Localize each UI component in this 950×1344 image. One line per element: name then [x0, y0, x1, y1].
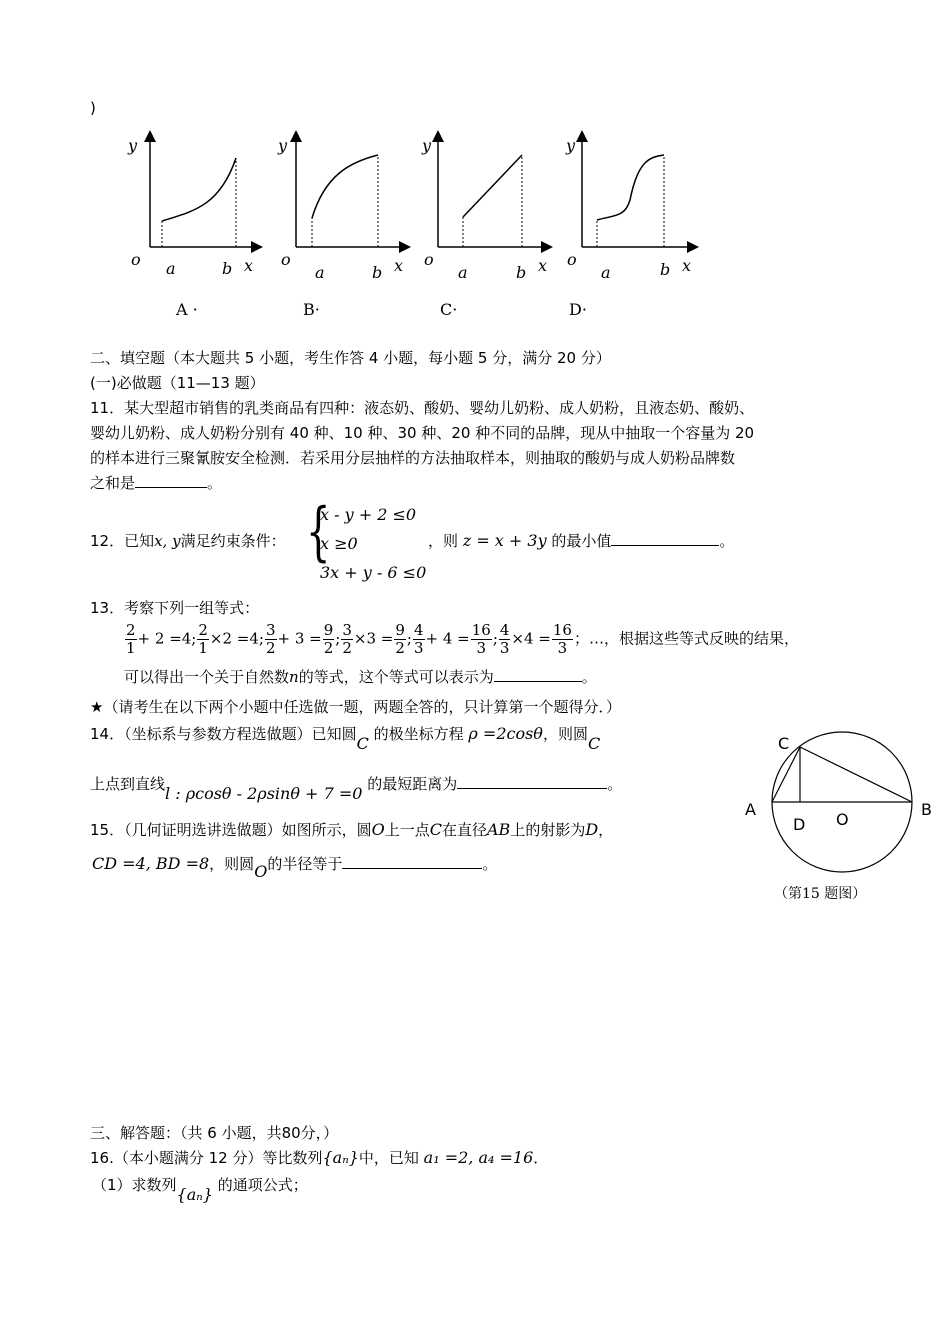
- q16-intro: 16.（本小题满分 12 分）等比数列{aₙ}中，已知 a₁ =2, a₄ =16．: [90, 1148, 549, 1167]
- q12-suffix: 的最小值: [551, 532, 612, 550]
- fig15-label-c: C: [778, 734, 790, 753]
- graph-d-y-label: y: [566, 136, 576, 155]
- q13-frac-1: $\frac{2}{1}$: [126, 621, 136, 657]
- graph-c-x-label: x: [538, 256, 548, 275]
- fig15-segment-ac: [772, 747, 800, 802]
- q12-prefix: 12．已知: [90, 532, 155, 550]
- top-paren: ): [90, 99, 96, 117]
- q14-C: C: [356, 734, 369, 753]
- graph-c: [438, 133, 550, 247]
- q13-frac-9: $\frac{4}{3}$: [499, 621, 510, 657]
- q12-mid: 满足约束条件：: [180, 532, 286, 550]
- fig15-label-d: D: [793, 815, 806, 834]
- q13-frac-7: $\frac{4}{3}$: [413, 621, 424, 657]
- q11-line1: 11．某大型超市销售的乳类商品有四种：液态奶、酸奶、婴幼儿奶粉、成人奶粉，且液态奶、酸奶、: [90, 399, 755, 417]
- q12-end: 。: [719, 532, 735, 550]
- graph-b-origin: o: [281, 250, 291, 269]
- q14-C2: C: [587, 734, 601, 753]
- option-a-label[interactable]: A ·: [176, 300, 198, 319]
- graph-b-x-label: x: [394, 256, 404, 275]
- q13-frac-10: $\frac{16}{3}$: [552, 621, 572, 657]
- q12-brace: {: [306, 495, 331, 569]
- option-c-label[interactable]: C·: [440, 300, 458, 319]
- graph-a-origin: o: [131, 250, 141, 269]
- graph-c-origin: o: [424, 250, 434, 269]
- q13-frac-8: $\frac{16}{3}$: [471, 621, 491, 657]
- q16-part1: （1）求数列{aₙ} 的通项公式；: [92, 1176, 308, 1204]
- q15-line1: 15．（几何证明选讲选做题）如图所示，圆O上一点C在直径AB上的射影为D，: [90, 820, 614, 839]
- graph-d-b-label: b: [660, 260, 671, 279]
- graph-a-y-label: y: [128, 136, 138, 155]
- graph-a-x-label: x: [244, 256, 254, 275]
- q12-intro: [90, 531, 286, 551]
- q13-intro: 13．考察下列一组等式：: [90, 599, 260, 617]
- q15-given: CD =4, BD =8: [92, 854, 210, 873]
- curve-d: [597, 155, 664, 220]
- q14-line-eq: l : ρcosθ - 2ρsinθ + 7 =0: [165, 784, 363, 803]
- q15-AB: AB: [487, 820, 511, 839]
- q11-line4: [90, 473, 222, 493]
- graph-d-a-label: a: [601, 263, 611, 282]
- q11-line2: 婴幼儿奶粉、成人奶粉分别有 40 种、10 种、30 种、20 种不同的品牌，现从中抽取一个容量为 20: [90, 424, 755, 442]
- curve-a: [162, 158, 236, 221]
- q13-n: n: [289, 668, 299, 686]
- fig15-label-a: A: [745, 800, 756, 819]
- graph-c-y-label: y: [422, 136, 432, 155]
- q11-line3: 的样本进行三聚氰胺安全检测．若采用分层抽样的方法抽取样本，则抽取的酸奶与成人奶粉品牌数: [90, 449, 736, 467]
- elective-instruction: ★（请考生在以下两个小题中任选做一题，两题全答的，只计算第一个题得分．）: [90, 698, 621, 716]
- graph-d: [582, 133, 696, 247]
- fig15-segment-cb: [800, 747, 912, 802]
- fig15-label-b: B: [921, 800, 932, 819]
- q12-answer-blank[interactable]: [611, 531, 719, 546]
- graph-b-y-label: y: [278, 136, 288, 155]
- fig15-caption: （第15 题图）: [774, 886, 867, 902]
- q16-given: a₁ =2, a₄ =16: [423, 1148, 534, 1167]
- graph-c-a-label: a: [458, 263, 468, 282]
- option-b-label[interactable]: B·: [303, 300, 320, 319]
- graph-d-origin: o: [567, 250, 577, 269]
- q13-frac-3: $\frac{3}{2}$: [265, 621, 276, 657]
- q15-O2: O: [254, 862, 268, 881]
- q12-then: ，则: [428, 532, 459, 550]
- graph-b-b-label: b: [372, 263, 383, 282]
- q13-frac-6: $\frac{9}{2}$: [395, 621, 405, 657]
- q12-objective: [428, 531, 734, 551]
- q14-eq: ρ =2cosθ: [468, 724, 543, 743]
- q12-z: z = x + 3y: [462, 531, 547, 550]
- curve-b: [312, 155, 378, 218]
- q12-constraint-3: 3x + y - 6 ≤0: [320, 563, 427, 582]
- q12-constraint-1: x - y + 2 ≤0: [320, 505, 417, 524]
- q13-frac-5: $\frac{3}{2}$: [342, 621, 352, 657]
- q16-seq2: {aₙ}: [176, 1185, 213, 1204]
- q13-equations: $\frac{2}{1}$ + 2 =4; $\frac{2}{1}$ ×2 =4; $\frac{3}{2}$ + 3 = $\frac{9}{2}$ ; $\frac{3}{2}$ ×3 = $\frac{9}{2}$ ; $\frac{4}{3}$ + 4 = $\frac{16}{3}$ ; $\frac{4}{3}$ ×4 = $\frac{16}{3}$ ；…，根据这些等式反映的结果，: [126, 621, 799, 657]
- q15-C: C: [429, 820, 442, 839]
- graph-b: [296, 133, 408, 247]
- q16-seq: {aₙ}: [322, 1148, 359, 1167]
- q13-frac-2: $\frac{2}{1}$: [198, 621, 208, 657]
- q15-O: O: [371, 820, 385, 839]
- graph-a-a-label: a: [166, 259, 176, 278]
- section2-heading: 二、填空题（本大题共 5 小题，考生作答 4 小题，每小题 5 分，满分 20 分）: [90, 349, 611, 367]
- graph-c-b-label: b: [516, 263, 527, 282]
- q13-line2: 可以得出一个关于自然数n的等式，这个等式可以表示为 。: [124, 668, 597, 686]
- q11-answer-blank[interactable]: [135, 473, 207, 488]
- curve-c: [463, 155, 522, 217]
- q15-line2: CD =4, BD =8，则圆O的半径等于 。: [92, 854, 498, 881]
- graph-a-b-label: b: [222, 259, 233, 278]
- section2-subheading: (一)必做题（11—13 题）: [90, 374, 265, 392]
- q14-line2: 上点到直线l : ρcosθ - 2ρsinθ + 7 =0 的最短距离为 。: [90, 775, 623, 803]
- q13-frac-4: $\frac{9}{2}$: [323, 621, 334, 657]
- q15-D: D: [585, 820, 599, 839]
- q14-answer-blank[interactable]: [457, 774, 607, 789]
- fig15-label-o: O: [836, 810, 849, 829]
- q11-text: 之和是: [90, 474, 136, 492]
- graph-a: [150, 133, 260, 247]
- q12-vars: x, y: [154, 532, 181, 550]
- section3-heading: 三、解答题：（共 6 小题，共80分，）: [90, 1124, 339, 1142]
- answer-graphs: [120, 125, 710, 325]
- q15-answer-blank[interactable]: [342, 854, 482, 869]
- graph-d-x-label: x: [682, 256, 692, 275]
- q13-answer-blank[interactable]: [494, 667, 582, 682]
- option-d-label[interactable]: D·: [569, 300, 587, 319]
- q13-tail: ；…，根据这些等式反映的结果，: [573, 629, 799, 648]
- q12-constraint-2: x ≥0: [320, 534, 358, 553]
- graph-b-a-label: a: [315, 263, 325, 282]
- q11-end: 。: [207, 474, 223, 492]
- q14-line1: 14．（坐标系与参数方程选做题）已知圆C 的极坐标方程 ρ =2cosθ，则圆C: [90, 724, 601, 753]
